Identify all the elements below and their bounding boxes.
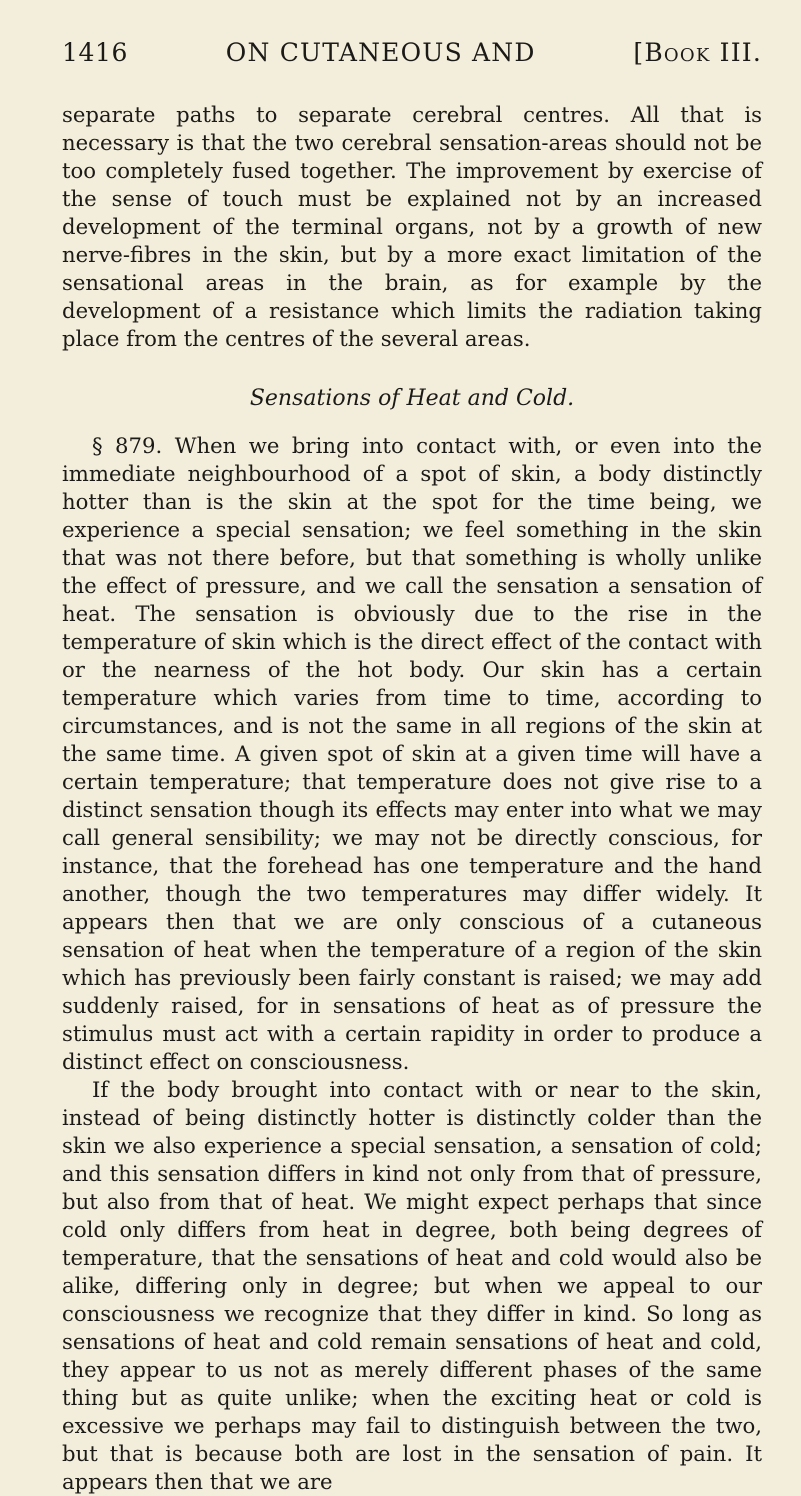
section-heading: Sensations of Heat and Cold.	[249, 386, 575, 411]
page-header	[62, 38, 762, 67]
page-number: 1416	[62, 38, 129, 67]
paragraph-879-text: When we bring into contact with, or even into the immediate neighbourhood of a spot of skin, a body distinctly hotter than is the skin at the spot for the time being, we experience a special sensation; we feel something in the skin that was not there before, but that something is wholly unlike the effect of pressure, and we call the sensation a sensation of heat. The sensation is obviously due to the rise in the temperature of skin which is the direct effect of the contact with or the nearness of the hot body. Our skin has a certain temperature which varies from time to time, according to circumstances, and is not the same in all regions of the skin at the same time. A given spot of skin at a given time will have a certain temperature; that temperature does not give rise to a distinct sensation though its effects may enter into what we may call general sensibility; we may not be directly conscious, for instance, that the forehead has one temperature and the hand another, though the two temperatures may differ widely. It appears then that we are only conscious of a cutaneous sensation of heat when the temperature of a region of the skin which has previously been fairly constant is raised; we may add suddenly raised, for in sensations of heat as of pressure the stimulus must act with a certain rapidity in order to produce a distinct effect on consciousness.	[62, 433, 762, 1074]
paragraph-section-879	[62, 432, 762, 1076]
paragraph-continuation: separate paths to separate cerebral centres. All that is necessary is that the two cerebral sensation-areas should not be too completely fused together. The improvement by exercise of the sense of touch must be explained not by an increased development of the terminal organs, not by a growth of new nerve-fibres in the skin, but by a more exact limitation of the sensational areas in the brain, as for example by the development of a resistance which limits the radiation taking place from the centres of the several areas.	[62, 102, 762, 351]
paragraph-cold-sensation: If the body brought into contact with or near to the skin, instead of being distinctly hotter is distinctly colder than the skin we also experience a special sensation, a sensation of cold; and this sensation differs in kind not only from that of pressure, but also from that of heat. We might expect perhaps that since cold only differs from heat in degree, both being degrees of temperature, that the sensations of heat and cold would also be alike, differing only in degree; but when we appeal to our consciousness we recognize that they differ in kind. So long as sensations of heat and cold remain sensations of heat and cold, they appear to us not as merely different phases of the same thing but as quite unlike; when the exciting heat or cold is excessive we perhaps may fail to distinguish between the two, but that is because both are lost in the sensation of pain. It appears then that we are	[62, 1077, 762, 1494]
section-number: § 879.	[92, 433, 163, 458]
book-page	[62, 38, 762, 1496]
book-reference: [Book III.	[633, 38, 762, 67]
running-title: ON CUTANEOUS AND	[225, 38, 536, 67]
